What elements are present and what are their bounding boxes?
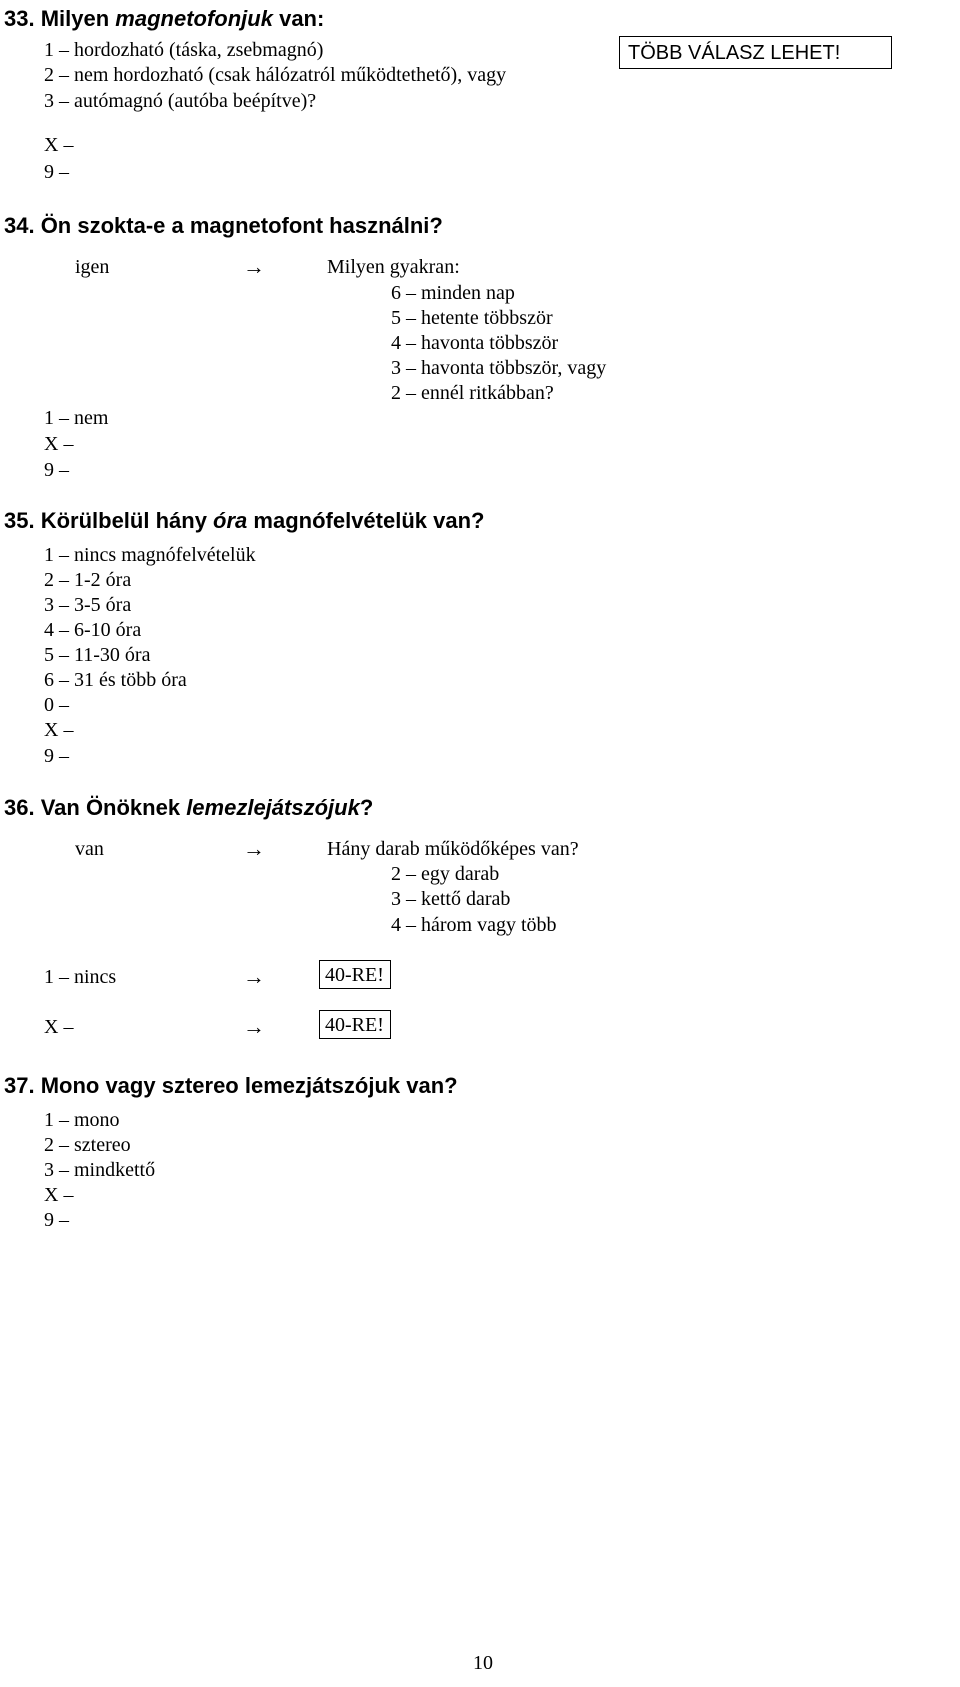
q35-option-6: 6 – 31 és több óra — [44, 669, 187, 691]
q34-follow-title: Milyen gyakran: — [327, 256, 460, 278]
q37-option-9: 9 – — [44, 1209, 69, 1231]
q35-option-4: 4 – 6-10 óra — [44, 619, 142, 641]
q33-title-b: magnetofonjuk — [115, 6, 273, 31]
q34-yes: igen — [75, 256, 110, 278]
q37-option-x: X – — [44, 1184, 74, 1206]
arrow-icon: → — [243, 836, 265, 861]
q36-title-c: ? — [359, 795, 374, 820]
q35-option-1: 1 – nincs magnófelvételük — [44, 544, 256, 566]
q36-follow-3: 4 – három vagy több — [391, 914, 557, 936]
q35-option-0: 0 – — [44, 694, 69, 716]
q36-option-x: X – — [44, 1016, 74, 1038]
q33-number: 33. — [4, 6, 35, 31]
q35-title — [4, 510, 484, 532]
q36-title — [4, 797, 373, 819]
q34-follow-3: 4 – havonta többször — [391, 332, 559, 354]
q35-option-5: 5 – 11-30 óra — [44, 644, 151, 666]
q34-title: 34. Ön szokta-e a magnetofont használni? — [4, 213, 443, 238]
q35-option-3: 3 – 3-5 óra — [44, 594, 132, 616]
q34-follow-5: 2 – ennél ritkábban? — [391, 382, 554, 404]
q33-option-3: 3 – autómagnó (autóba beépítve)? — [44, 90, 317, 112]
arrow-icon: → — [243, 254, 265, 279]
q35-title-c: magnófelvételük van? — [247, 508, 485, 533]
q36-title-b: lemezlejátszójuk — [186, 795, 360, 820]
q37-title: 37. Mono vagy sztereo lemezjátszójuk van? — [4, 1073, 458, 1098]
q34-option-9: 9 – — [44, 459, 69, 481]
q37-option-3: 3 – mindkettő — [44, 1159, 156, 1181]
q36-follow-1: 2 – egy darab — [391, 863, 500, 885]
q33-title-c: van: — [272, 6, 325, 31]
q34-option-x: X – — [44, 433, 74, 455]
q36-follow-title: Hány darab működőképes van? — [327, 838, 579, 860]
q35-title-a: 35. Körülbelül hány — [4, 508, 214, 533]
q33-option-2: 2 – nem hordozható (csak hálózatról működtethető), vagy — [44, 64, 507, 86]
q37-option-1: 1 – mono — [44, 1109, 120, 1131]
q34-follow-2: 5 – hetente többször — [391, 307, 553, 329]
q36-yes: van — [75, 838, 104, 860]
q33-option-9: 9 – — [44, 161, 69, 183]
q35-option-x: X – — [44, 719, 74, 741]
q35-option-2: 2 – 1-2 óra — [44, 569, 132, 591]
q36-skip-note-1: 40-RE! — [319, 960, 391, 989]
q36-title-a: 36. Van Önöknek — [4, 795, 187, 820]
q36-skip-note-2: 40-RE! — [319, 1010, 391, 1039]
q33-multiple-answer-note: TÖBB VÁLASZ LEHET! — [619, 36, 892, 69]
q33-title — [4, 8, 324, 30]
page-number: 10 — [473, 1652, 493, 1674]
q33-option-1: 1 – hordozható (táska, zsebmagnó) — [44, 39, 324, 61]
arrow-icon: → — [243, 1014, 265, 1039]
q36-follow-2: 3 – kettő darab — [391, 888, 511, 910]
q34-follow-4: 3 – havonta többször, vagy — [391, 357, 607, 379]
q33-option-x: X – — [44, 134, 74, 156]
q37-option-2: 2 – sztereo — [44, 1134, 131, 1156]
arrow-icon: → — [243, 964, 265, 989]
q34-follow-1: 6 – minden nap — [391, 282, 515, 304]
q33-title-a: Milyen — [40, 6, 116, 31]
q36-no: 1 – nincs — [44, 966, 117, 988]
q35-option-9: 9 – — [44, 745, 69, 767]
q34-no: 1 – nem — [44, 407, 109, 429]
q35-title-b: óra — [213, 508, 248, 533]
